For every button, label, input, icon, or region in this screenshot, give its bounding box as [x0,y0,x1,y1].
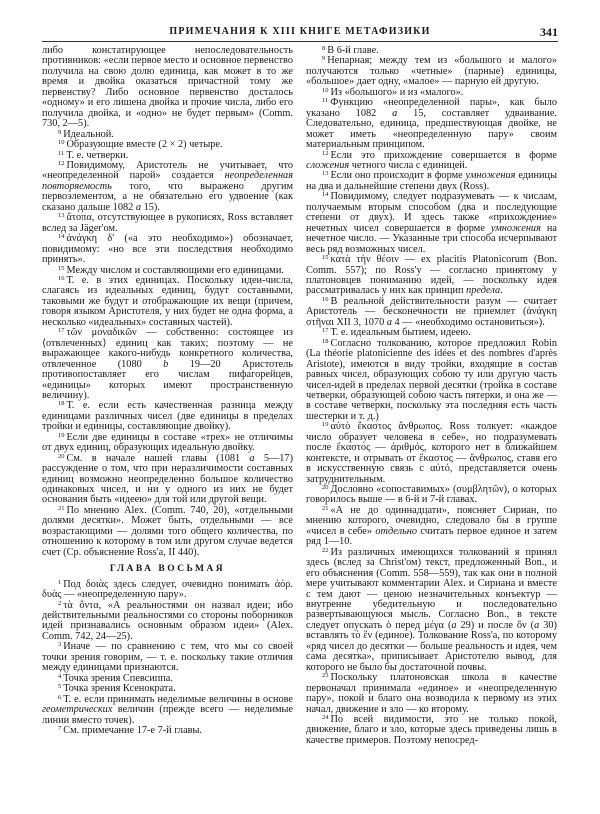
footnote-text: Т. е. если принимать неделимые величины в основе [63,693,293,705]
footnote-number: 13 [322,170,329,178]
footnote [42,161,293,213]
footnote [42,726,293,736]
footnote-number: 9 [58,128,62,136]
footnote-number: 23 [322,672,329,680]
footnote-number: 10 [58,139,65,147]
footnote-number: 19 [322,421,329,429]
page-header [42,25,558,39]
footnote-number: 5 [58,683,62,691]
footnote [42,580,293,601]
notes-group [42,46,293,558]
footnote-text: Из «большого» и из «малого». [330,86,464,98]
footnote-number: 24 [322,714,329,721]
footnote [42,213,293,234]
footnote-text: αὐτὸ ἕκαστος ἄνθρωπος. Ross толкует: «каждое число образует человека в себе», но подразумевать после ἕκαστος — ἀριθμός, которого нет в ближайшем контексте, и отрывать от ἕκαστος — ἄνθρωπος, ставя его в искусственную связь с αὐτό, представляется очень затруднительным. [306,421,557,485]
italic-text: предела [466,285,501,297]
footnote [306,255,557,297]
footnote-text: По мнению Alex. (Comm. 740, 20), «отдельными долями десятки». Может быть, отдельными — все возрастающими — долями того общего количества, по отношению к которому в том или другом случае ведется счет (Ср. объяснение Ross'a, II 440). [42,504,293,558]
footnote [42,695,293,726]
footnote-text: либо констатирующее непоследовательность противников: «если первое место и основное первенство получила на свою долю единица, как может в то же время и двойка оказаться причастной тому же первенству? Либо основное первенство досталось «одному» и его лишена двойка и прочие числа, либо его получила двойка, и «одно» не будет первым» (Comm. 730, 2—5). [42,45,293,130]
footnote [42,401,293,432]
footnote-text: величин (прежде всего — неделимые линии вместо точек). [42,704,293,726]
footnote-text: 5—17) рассуждение о том, что при неразличимости составных единиц возможно неопределенно большое количество одинаковых чисел, и ни у одного из них не будет основания быть «идеею» для той или другой вещи. [42,452,293,506]
footnote-text: единицы на два и дальнейшие степени двух (Ross). [306,170,557,192]
footnote-text: 19—20 Аристотель противопоставляет его числам пифагорейцев, «единицы» которых имеют пространственную величину). [42,358,293,401]
footnote-text: 15). [141,201,160,213]
footnote-text: Точка зрения Ксенократа. [63,683,176,695]
footnote-text: ἄτοπα, отсутствующее в рукописях, Ross вставляет вслед за Jäger'ом. [42,212,293,234]
notes-group [306,46,557,746]
footnote-text: Если это прихождение совершается в форме [330,149,557,161]
italic-text: сложения [306,159,350,171]
italic-text: a [534,619,540,631]
footnote-number: 17 [58,327,65,335]
footnote-text: Повидимому, Аристотель не учитывает, что «неопределенной парой» создается [42,159,293,182]
footnote-number: 8 [322,45,326,52]
footnote-number: 1 [58,578,62,586]
footnote-text: Дословно «сопоставимых» (συμβλητῶν), о которых говорилось выше — в 6-й и 7-й главах. [306,484,557,506]
footnote-number: 21 [322,504,329,512]
right-column [306,46,557,746]
footnote [306,98,557,150]
footnote-number: 9 [322,55,326,63]
footnote-number: 12 [322,149,329,157]
italic-text: умножения [490,222,541,234]
footnote-number: 4 [58,672,62,680]
footnote-text: В реальной действительности разум — считает Аристотель — бесконечности не приемлет (ἀνάγκη στῆναι XII 3, 1070 [306,295,557,328]
footnote-number: 19 [58,431,65,439]
footnote-text: . [500,285,503,297]
left-column [42,46,293,736]
footnote-text: Повидимому, следует подразумевать — к числам, получаемым вторым способом (два и последующие степени от двух). И здесь также «прихождение» нечетных чисел совершается в форме [306,191,557,234]
italic-text: неопределенная повторяемость [42,170,293,192]
footnote [306,548,557,673]
footnote-number: 7 [58,725,62,732]
footnote-text: Т. е. четверки. [66,149,129,161]
footnote-text: Т. е. в этих единицах. Поскольку идеи-числа, слагаясь из идеальных единиц, будут составными, таковыми же будут и отображающие их вещи (причем, говоря языком Аристотеля, у них будет не одна форма, а несколько «идеальных» составных частей). [42,274,293,328]
footnote-text: См. в начале нашей главы (1081 [66,452,250,464]
footnote [42,642,293,673]
footnote-number: 13 [58,212,65,220]
footnote-number: 6 [58,693,62,701]
footnote [42,506,293,558]
chapter-heading: ГЛАВА ВОСЬМАЯ [109,564,226,575]
footnote [306,339,557,423]
italic-text: a [386,316,392,328]
footnote [306,506,557,548]
running-title: ПРИМЕЧАНИЯ К XIII КНИГЕ МЕТАФИЗИКИ [169,26,431,37]
footnote [42,601,293,643]
footnote [306,151,557,172]
footnote-text: Если оно происходит в форме [330,170,466,182]
footnote [42,454,293,506]
footnote-number: 11 [322,97,329,105]
italic-text: a [249,452,255,464]
footnote-number: 22 [322,546,329,554]
footnote-text: считать первое единое и затем ряд 1—10. [306,525,558,548]
footnote [306,673,557,715]
italic-text: a [392,107,398,119]
footnote-text: 30) вставлять τὸ ἕν (единое). Толкование Ross'a, по которому «ряд чисел до десятки — больше реальность и идея, чем сама десятка», приписывает Аристотелю вывод, для которого не было бы достаточной почвы. [306,619,557,673]
footnote-text: Под δοιὰς здесь следует, очевидно понимать ἀόρ. δυὰς — «неопределенную пару». [42,578,293,601]
footnote-text: Если две единицы в составе «трех» не отличимы от двух единиц, образующих идеальную двойку. [42,431,293,454]
footnote-text: на нечетное число. — Указанные три способа исчерпывают весь ряд возможных чисел. [306,222,557,255]
italic-text: отдельно [375,525,418,537]
footnote-number: 10 [322,86,329,94]
footnote-number: 20 [322,484,329,492]
footnote-text: κατὰ τὴν θέσιν — ex placitis Platonicorum (Bon. Comm. 557); по Ross'y — согласно принятому у платоновцев пониманию идей, — поскольку идея рассматривалась у них как принцип [306,254,557,297]
footnote-number: 20 [58,452,65,460]
footnote [306,171,557,192]
footnote-number: 2 [58,599,62,607]
footnote [306,485,557,506]
footnote-text: Образующие вместе (2 × 2) четыре. [66,139,223,151]
footnote [42,433,293,454]
italic-text: умножения [465,170,516,182]
footnote-text: По всей видимости, это не только покой, движение, благо и зло, которые здесь приведены лишь в качестве примеров. Поэтому непосред- [306,714,557,746]
footnote-number: 15 [322,254,329,262]
footnote-text: «А не до одиннадцати», поясняет Сириан, по мнению которого, очевидно, следовало бы в группе «чисел в себе» [306,504,557,537]
footnote-text: ἀνάγκη δ' («а это необходимо») обозначает, повидимому: «но все эти последствия необходимо принять». [42,233,293,266]
footnote-text: Функцию «неопределенной пары», как было указано 1082 [306,97,557,119]
footnote [42,276,293,328]
footnote-text: Непарная; между тем из «большого и малого» получаются только «четные» (парные) единицы, «большое» дает одну, «малое» — парную ей другую. [306,55,557,88]
footnote [42,234,293,265]
footnote-text: Идеальной. [63,128,114,140]
footnote-number: 17 [322,327,329,335]
footnote-text: четного числа с единицей. [349,159,468,171]
italic-text: геометрических [42,704,113,716]
footnote-number: 15 [58,264,65,272]
footnote-text: τῶν μοναδικῶν — собственно: состоящее из ⟨отвлеченных⟩ единиц как таких; поэтому — не выражающее какого-нибудь конкретного количества, отвлеченное (1080 [42,327,293,370]
header-rule [42,41,558,42]
footnote-number: 16 [322,295,329,303]
footnote [42,46,293,130]
footnote-text: В 6-й главе. [327,45,379,56]
footnote-text: Т. е. идеальным бытием, идеею. [330,327,471,339]
footnote-number: 14 [322,191,329,199]
footnote-text: Точка зрения Спевсиппа. [63,672,173,684]
footnote-text: См. примечание 17-е 7-й главы. [63,725,202,736]
footnote-text: Поскольку платоновская школа в качестве первоначал принимала «единое» и «неопределенную пару», покой и благо она возводила к первому из этих начал, движение и зло — ко второму. [306,672,557,715]
footnote-number: 21 [58,504,65,512]
footnote [306,422,557,485]
footnote-text: Т. е. если есть качественная разница между единицами различных чисел (две единицы в пределах тройки и единицы, составляющие двойку). [42,400,293,433]
footnote-number: 11 [58,149,65,157]
footnote-number: 18 [322,337,329,345]
italic-text: a [135,201,141,213]
footnote-text: 15, составляет удваивание. Следовательно, единица, предшествующая двойке, не может иметь «неопределенную пару» своим материальным принципом. [306,107,557,151]
footnote [42,328,293,401]
footnote [306,56,557,87]
footnote [306,715,557,746]
footnote [306,297,557,328]
footnote-number: 18 [58,400,65,408]
page-number: 341 [540,25,558,39]
footnote-text: 29) и после ὄν ( [456,619,535,631]
footnote-text: Согласно толкованию, которое предложил Robin (La théorie platonicienne des idées et des nombres d'après Aristote), имеются в виду тройки, входящие в состав равных чисел, образующих собою ту или другую часть чисел-идей в пределах первой десятки (тройка в составе четверки, образующей собою часть пятерки, и она же — в составе четверки, поскольку эта последняя есть часть шестерки и т. д.) [306,337,557,422]
footnote-number: 12 [58,159,65,167]
footnote [306,192,557,255]
footnote-text: 4 — «необходимо остановиться»). [391,316,545,328]
footnote-text: Между числом и составляющими его единицами. [66,264,284,276]
italic-text: a [451,619,457,631]
italic-text: b [163,358,169,370]
footnote-text: τὰ ὄντα, «А реальностями он назвал идеи; ибо действительными реальностями со стороны поборников идей признавались основным образом идеи» (Alex. Comm. 742, 24—25). [42,599,293,642]
footnote-number: 14 [58,233,65,241]
footnote-number: 3 [58,641,62,649]
footnote-text: того, что выражено другим первоэлементом, а не обязательно его удвоение (как сказано дальше 1082 [42,180,293,213]
footnote-text: Иначе — по сравнению с тем, что мы со своей точки зрения говорим, — т. е. поскольку такие отличия между единицами признаются. [42,641,293,674]
footnote-text: Из различных имеющихся толкований я принял здесь (вслед за Christ'ом) текст, предложенный Bon., и его объяснения (Comm. 558—559), так как они в полной мере учитывают комментарии Alex. и Сириана и вместе с тем дают — ценою незначительных конъектур — внутренне убедительную и последовательно развертывающуюся мысль. Согласно Bon., в тексте следует опускать ὁ перед μέγα ( [306,546,557,631]
notes-group [42,580,293,737]
footnote-number: 16 [58,274,65,282]
